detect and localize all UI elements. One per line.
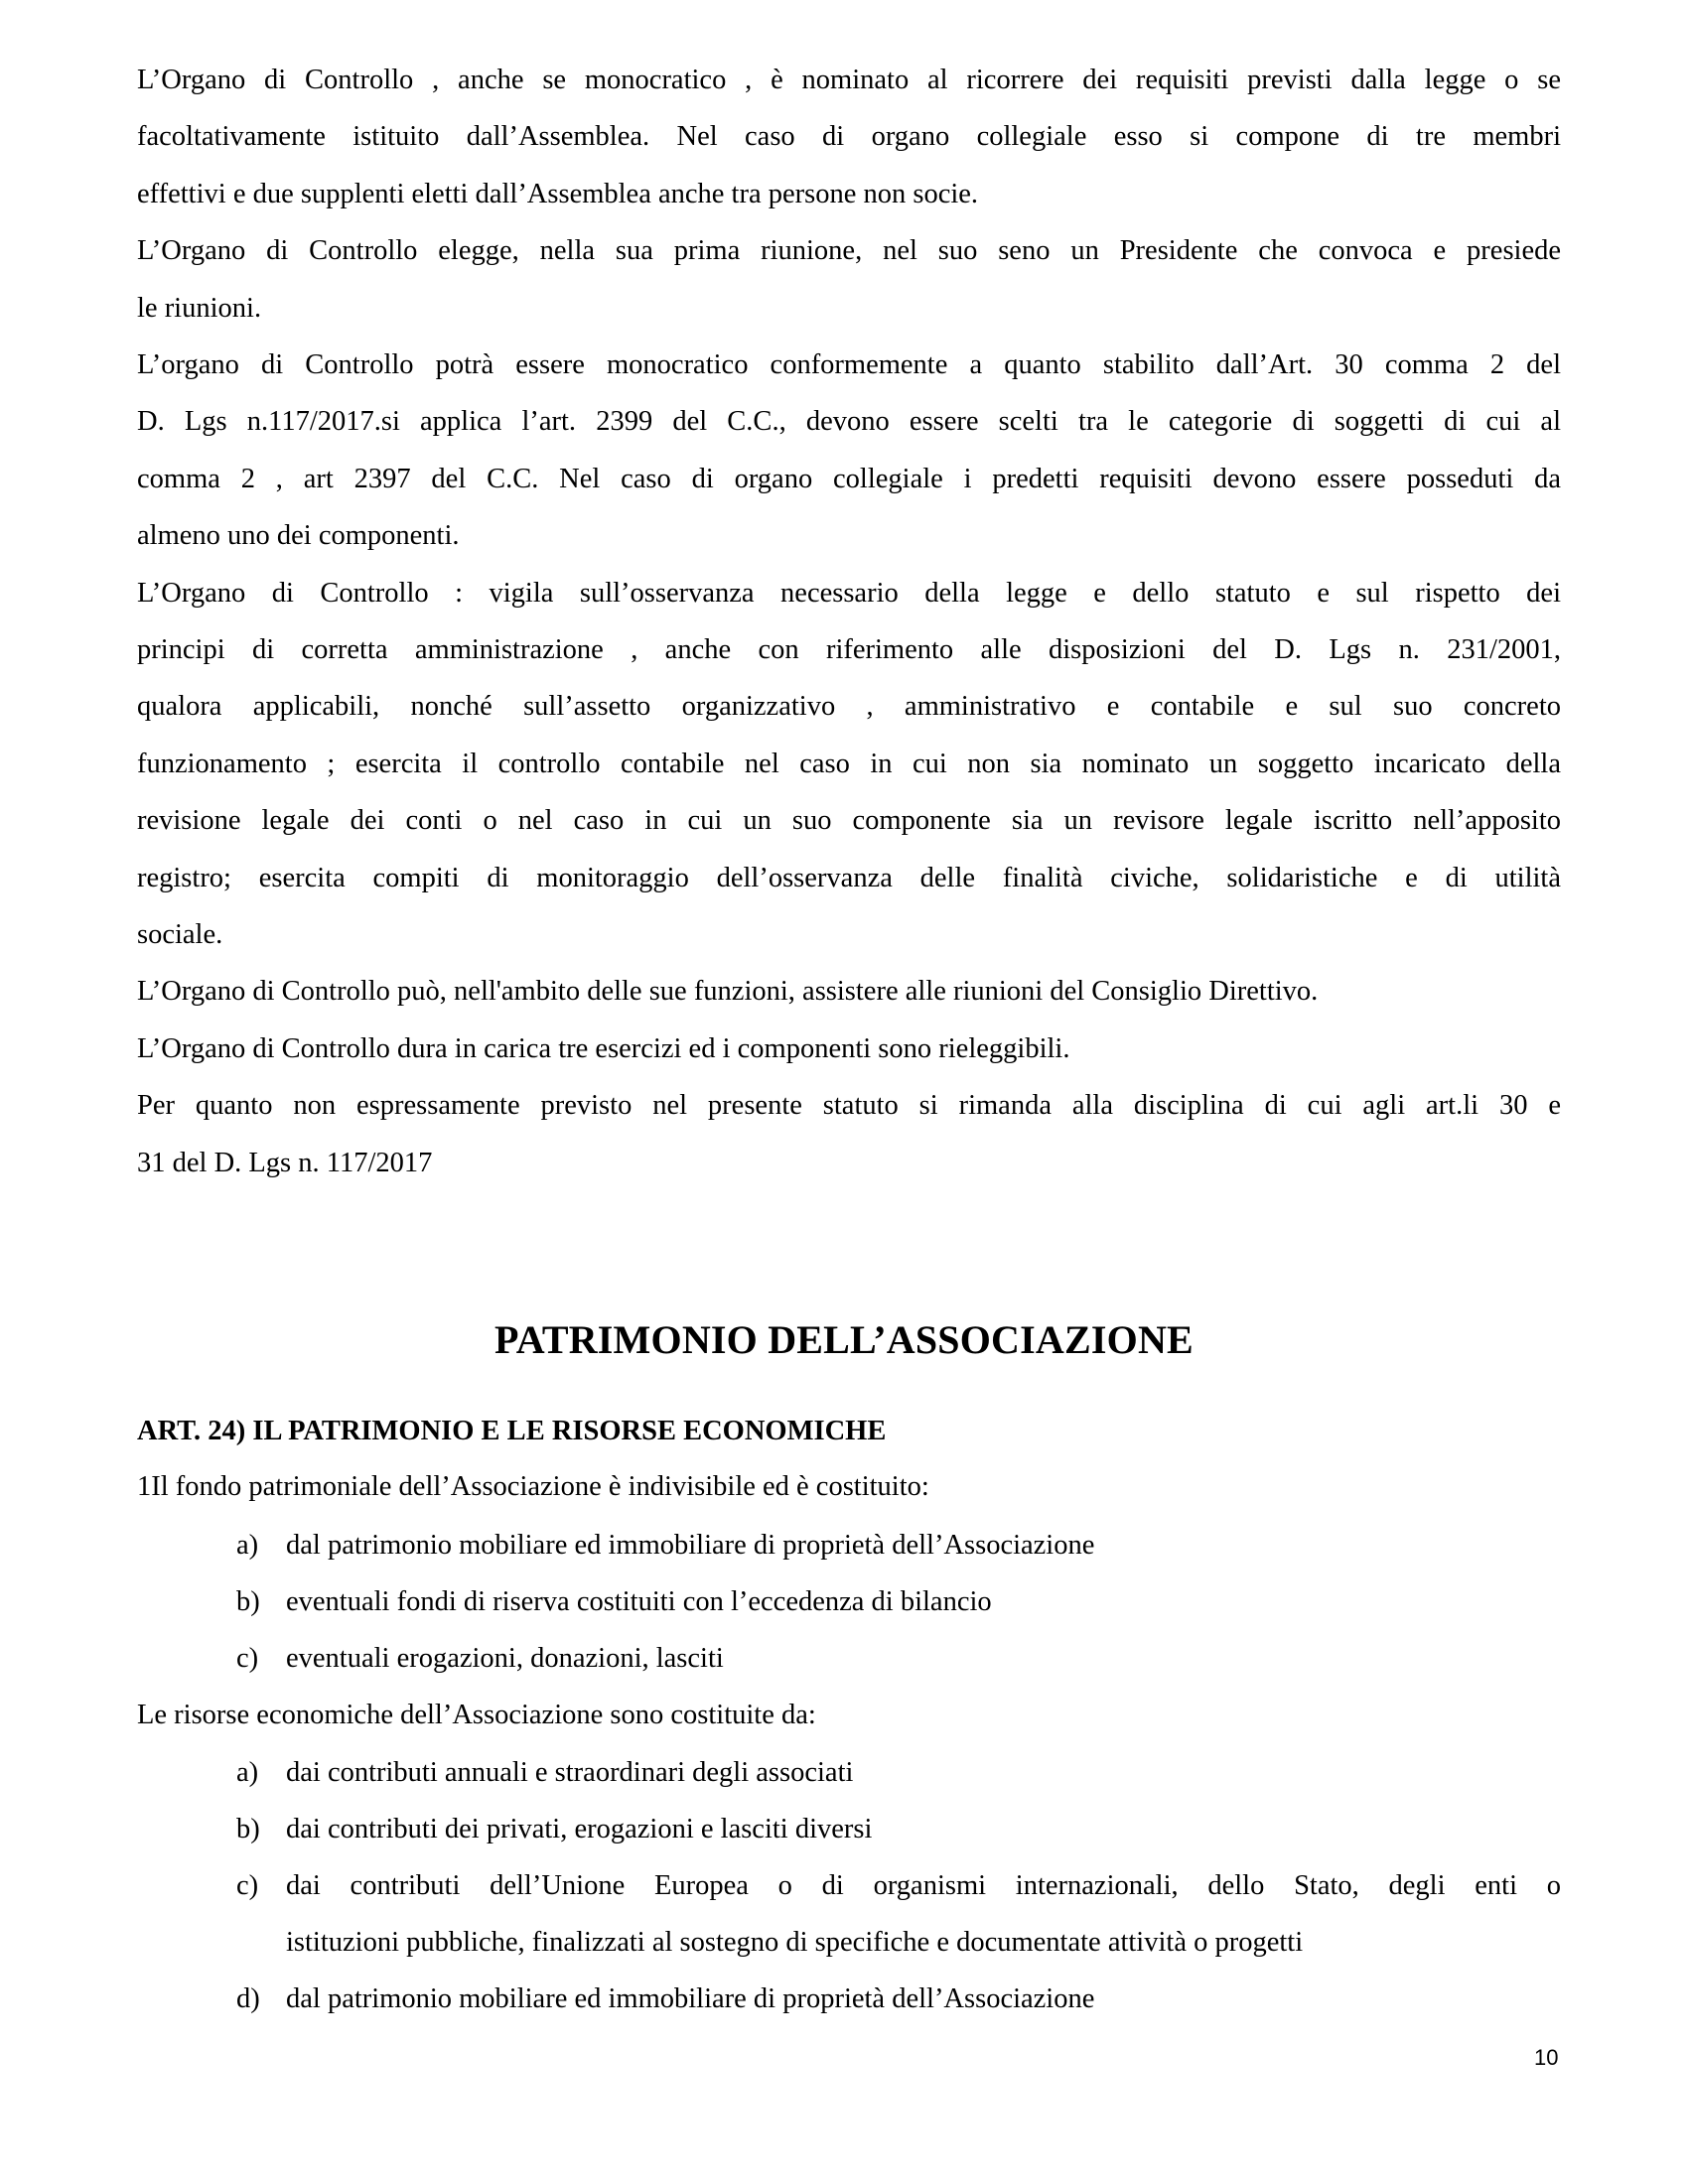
body-line: L’Organo di Controllo dura in carica tre esercizi ed i componenti sono rieleggibili. [137, 1032, 1070, 1064]
body-line: D. Lgs n.117/2017.si applica l’art. 2399 del C.C., devono essere scelti tra le categorie di soggetti di cui al [137, 406, 1561, 438]
body-line: funzionamento ; esercita il controllo contabile nel caso in cui non sia nominato un soggetto incaricato della [137, 748, 1561, 779]
list-item-text: dai contributi dei privati, erogazioni e lasciti diversi [286, 1814, 873, 1844]
list-item-text: dai contributi dell’Unione Europea o di organismi internazionali, dello Stato, degli enti o [286, 1870, 1561, 1901]
body-line: Per quanto non espressamente previsto nel presente statuto si rimanda alla disciplina di cui agli art.li 30 e [137, 1090, 1561, 1122]
body-line: L’Organo di Controllo : vigila sull’osservanza necessario della legge e dello statuto e sul rispetto dei [137, 577, 1561, 609]
resources-intro: Le risorse economiche dell’Associazione sono costituite da: [137, 1700, 816, 1730]
list-marker: c) [236, 1870, 259, 1901]
body-line: L’Organo di Controllo elegge, nella sua prima riunione, nel suo seno un Presidente che convoca e presiede [137, 235, 1561, 267]
body-line: L’organo di Controllo potrà essere monocratico conformemente a quanto stabilito dall’Art. 30 comma 2 del [137, 349, 1561, 380]
list-item-text: dal patrimonio mobiliare ed immobiliare di proprietà dell’Associazione [286, 1530, 1095, 1561]
body-line: le riunioni. [137, 292, 262, 324]
list-item [236, 1869, 1561, 1958]
list-item [236, 1756, 1561, 1790]
list-marker: d) [236, 1983, 260, 2014]
body-line: L’Organo di Controllo può, nell'ambito delle sue funzioni, assistere alle riunioni del Consiglio Direttivo. [137, 976, 1319, 1008]
list-item-text-continued: istituzioni pubbliche, finalizzati al sostegno di specifiche e documentate attività o progetti [286, 1927, 1304, 1958]
body-line: comma 2 , art 2397 del C.C. Nel caso di organo collegiale i predetti requisiti devono essere posseduti da [137, 463, 1561, 494]
list-item-text: dal patrimonio mobiliare ed immobiliare di proprietà dell’Associazione [286, 1983, 1095, 2014]
body-line: sociale. [137, 919, 223, 950]
body-line: principi di corretta amministrazione , anche con riferimento alle disposizioni del D. Lgs n. 231/2001, [137, 634, 1561, 665]
article-title: ART. 24) IL PATRIMONIO E LE RISORSE ECONOMICHE [137, 1416, 887, 1446]
list-item [236, 1813, 1561, 1846]
list-item-text: eventuali erogazioni, donazioni, lasciti [286, 1643, 724, 1674]
body-line: facoltativamente istituito dall’Assemblea. Nel caso di organo collegiale esso si compone di tre membri [137, 121, 1561, 153]
body-line: almeno uno dei componenti. [137, 520, 460, 552]
list-marker: c) [236, 1643, 259, 1674]
list-marker: b) [236, 1586, 260, 1617]
list-item-text: eventuali fondi di riserva costituiti con l’eccedenza di bilancio [286, 1586, 992, 1617]
list-marker: a) [236, 1757, 259, 1788]
body-line: revisione legale dei conti o nel caso in cui un suo componente sia un revisore legale iscritto nell’apposito [137, 805, 1561, 837]
list-item [236, 1982, 1561, 2016]
page-number: 10 [1534, 2045, 1559, 2070]
list-item-text: dai contributi annuali e straordinari degli associati [286, 1757, 854, 1788]
fund-intro: 1Il fondo patrimoniale dell’Associazione è indivisibile ed è costituito: [137, 1471, 929, 1502]
list-marker: b) [236, 1814, 260, 1844]
body-line: qualora applicabili, nonché sull’assetto organizzativo , amministrativo e contabile e sul suo concreto [137, 691, 1561, 723]
body-line: registro; esercita compiti di monitoraggio dell’osservanza delle finalità civiche, solidaristiche e di utilità [137, 862, 1561, 893]
list-item [236, 1585, 1561, 1619]
body-line: L’Organo di Controllo , anche se monocratico , è nominato al ricorrere dei requisiti previsti dalla legge o se [137, 65, 1561, 95]
body-line: effettivi e due supplenti eletti dall’Assemblea anche tra persone non socie. [137, 178, 979, 209]
list-item [236, 1642, 1561, 1676]
list-marker: a) [236, 1530, 259, 1561]
list-item [236, 1529, 1561, 1563]
section-title: PATRIMONIO DELL’ASSOCIAZIONE [494, 1317, 1194, 1362]
body-line: 31 del D. Lgs n. 117/2017 [137, 1147, 433, 1178]
